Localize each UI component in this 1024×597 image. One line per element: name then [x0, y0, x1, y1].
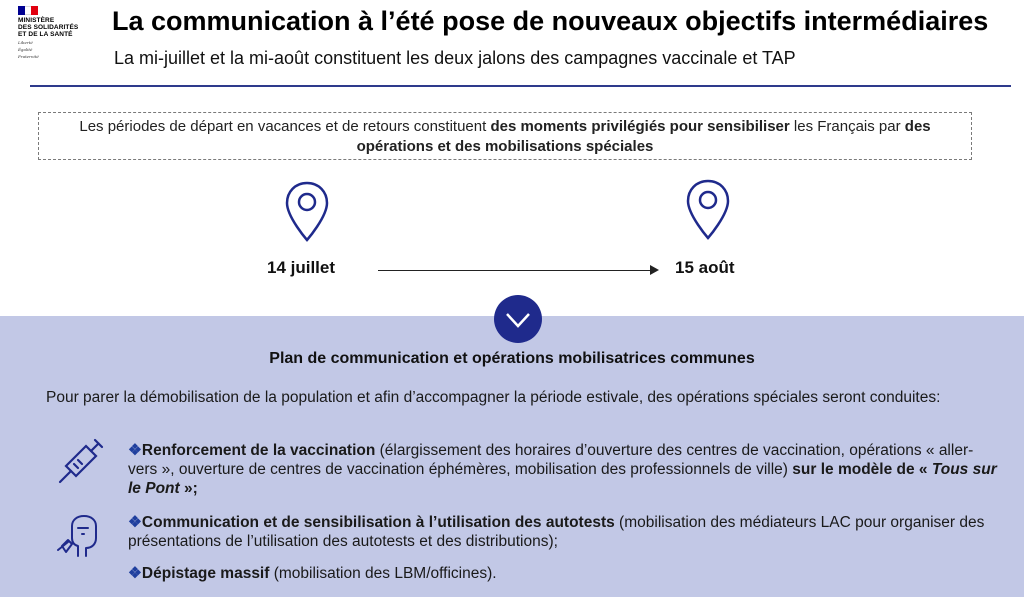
bullet-glyph: ❖ — [128, 442, 142, 459]
logo-line-3: ET DE LA SANTÉ — [18, 31, 73, 38]
bullet-1-bold-2: sur le modèle de « — [792, 461, 932, 478]
bullet-glyph: ❖ — [128, 565, 142, 582]
location-pin-icon — [283, 180, 331, 244]
bullet-vaccination — [128, 441, 998, 498]
self-test-icon — [54, 512, 106, 560]
ministry-logo — [18, 6, 98, 59]
logo-motto-3: Fraternité — [18, 54, 39, 59]
intro-text-2: les Français par — [789, 118, 905, 135]
plan-paragraph: Pour parer la démobilisation de la population et afin d’accompagner la période estivale, des opérations spéciales seront conduites: — [46, 389, 941, 406]
bullet-depistage — [128, 564, 998, 583]
bullet-1-italic: Tous sur le Pont — [128, 461, 997, 497]
chevron-down-icon — [494, 295, 542, 343]
title-divider — [30, 85, 1011, 87]
logo-motto-2: Égalité — [18, 47, 33, 52]
bullet-3-bold: Dépistage massif — [141, 565, 270, 582]
arrow-right-icon — [650, 265, 659, 275]
page-subtitle: La mi-juillet et la mi-août constituent les deux jalons des campagnes vaccinale et TAP — [114, 48, 796, 68]
syringe-icon — [56, 436, 106, 486]
timeline-arrow — [378, 270, 654, 271]
bullet-1-bold-3: »; — [179, 480, 198, 497]
bullet-2-bold: Communication et de sensibilisation à l’utilisation des autotests — [141, 514, 615, 531]
logo-line-1: MINISTÈRE — [18, 17, 55, 24]
bullet-autotests — [128, 513, 998, 551]
plan-title: Plan de communication et opérations mobilisatrices communes — [269, 350, 755, 367]
bullet-glyph: ❖ — [128, 514, 142, 531]
intro-box — [38, 112, 972, 160]
bullet-3-text: (mobilisation des LBM/officines). — [269, 565, 497, 582]
bullet-2-text: (mobilisation des médiateurs LAC pour organiser des présentations de l’utilisation des autotests et des distributions); — [128, 514, 985, 550]
timeline-end-date: 15 août — [675, 258, 735, 277]
french-flag-icon — [18, 6, 38, 15]
intro-bold-2: des opérations et des mobilisations spéciales — [356, 118, 931, 155]
logo-line-2: DES SOLIDARITÉS — [18, 24, 79, 31]
timeline-start-date: 14 juillet — [267, 258, 336, 277]
intro-text-1: Les périodes de départ en vacances et de retours constituent — [79, 118, 491, 135]
page-title: La communication à l’été pose de nouveaux objectifs intermédiaires — [112, 6, 989, 36]
location-pin-icon — [684, 178, 732, 242]
bullet-1-text: (élargissement des horaires d’ouverture des centres de vaccination, opérations « aller-vers », ouverture de centres de vaccination éphémères, mobilisation des professionnels de ville) — [128, 442, 974, 478]
logo-motto-1: Liberté — [18, 40, 33, 45]
intro-bold-1: des moments privilégiés pour sensibiliser — [490, 118, 790, 135]
bullet-1-bold: Renforcement de la vaccination — [141, 442, 376, 459]
